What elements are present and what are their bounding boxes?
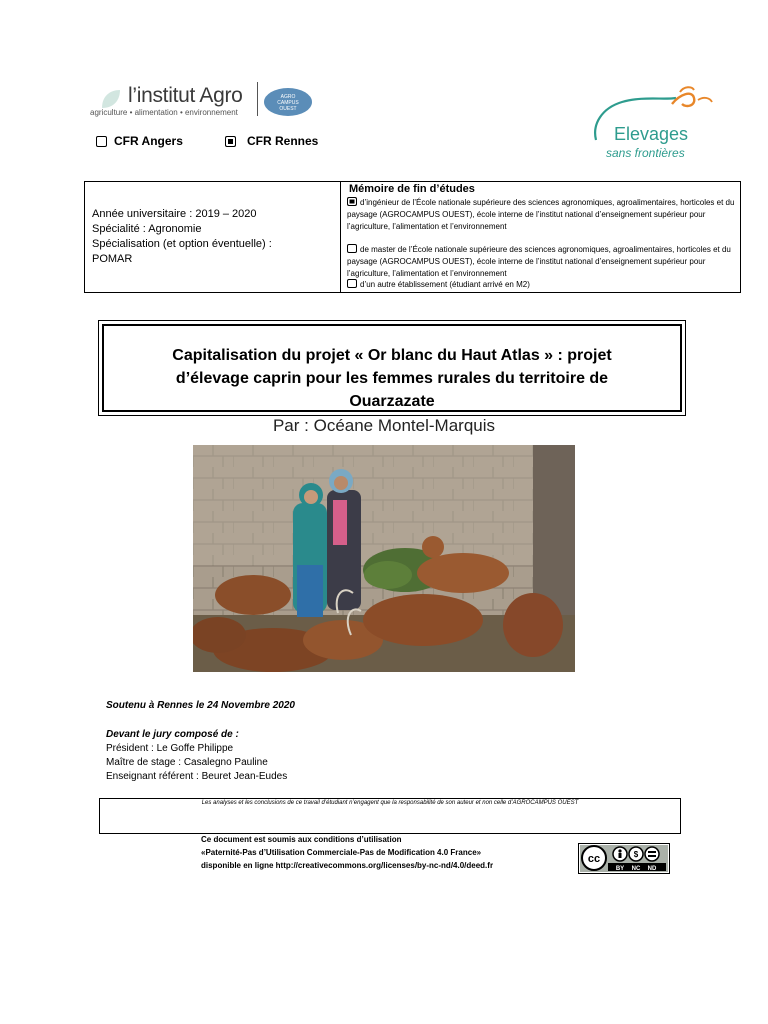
creative-commons-badge[interactable] [578, 843, 670, 874]
cfr-angers-checkbox[interactable] [96, 136, 107, 147]
thesis-title-line2: d’élevage caprin pour les femmes rurales du territoire de [175, 370, 609, 387]
thesis-title-line3: Ouarzazate [349, 393, 435, 410]
agrocampus-badge-line3: OUEST [279, 106, 297, 112]
agrocampus-badge [264, 88, 312, 116]
memoire-option-ingenieur[interactable] [347, 197, 735, 232]
elevages-sans-frontieres-logo [588, 84, 718, 164]
institut-agro-logo [90, 80, 330, 124]
jury-enseignant-referent: Enseignant référent : Beuret Jean-Eudes [106, 771, 288, 782]
institut-agro-tagline: agriculture • alimentation • environnement [90, 108, 238, 117]
thesis-title [104, 344, 680, 413]
cfr-rennes-checkbox[interactable] [225, 136, 236, 147]
soutenance-line: Soutenu à Rennes le 24 Novembre 2020 [106, 700, 295, 711]
thesis-title-inner-frame [102, 324, 682, 412]
specialisation: Spécialisation (et option éventuelle) : [92, 238, 272, 250]
annee-universitaire: Année universitaire : 2019 – 2020 [92, 208, 257, 220]
license-line2: «Paternité-Pas d’Utilisation Commerciale-Pas de Modification 4.0 France» [201, 848, 482, 857]
cc-nc-label: NC [631, 866, 641, 872]
memoire-type-cell [342, 182, 740, 292]
cover-photo [193, 445, 575, 672]
cc-by-nc-nd-icon [578, 843, 670, 874]
logo-divider [257, 82, 258, 116]
memoire-option-master-checkbox[interactable] [347, 244, 357, 253]
disclaimer-box [99, 798, 681, 834]
agrocampus-badge-line1: AGRO [280, 94, 296, 100]
jury-heading: Devant le jury composé de : [106, 729, 239, 740]
jury-maitre-de-stage: Maître de stage : Casalegno Pauline [106, 757, 268, 768]
women-with-goats-photo [193, 445, 575, 672]
jury-president: Président : Le Goffe Philippe [106, 743, 234, 754]
cc-by-label: BY [615, 866, 625, 872]
thesis-title-line1: Capitalisation du projet « Or blanc du Haut Atlas » : projet [172, 347, 612, 364]
study-info-table [84, 181, 741, 293]
license-line3: disponible en ligne http://creativecommons.org/licenses/by-nc-nd/4.0/deed.fr [201, 861, 494, 870]
cfr-angers-option[interactable] [96, 134, 183, 148]
esf-subtitle: sans frontières [606, 146, 685, 160]
cfr-rennes-option[interactable] [225, 134, 318, 148]
memoire-option-master[interactable] [347, 244, 735, 279]
cfr-rennes-label: CFR Rennes [247, 134, 319, 148]
memoire-option-ingenieur-checkbox[interactable] [347, 197, 357, 206]
memoire-option-master-text: de master de l’École nationale supérieure des sciences agronomiques, agroalimentaires, horticoles et du paysage (AGROCAMPUS OUEST), école interne de l’institut national d’enseignement supérieur pour l’agriculture, l’alimentation et l’environnement [347, 245, 731, 278]
institut-agro-name: l’institut Agro [128, 84, 243, 107]
memoire-option-autre-checkbox[interactable] [347, 279, 357, 288]
thesis-title-box [98, 320, 686, 416]
specialisation-option: POMAR [92, 253, 133, 265]
memoire-option-autre-text: d’un autre établissement (étudiant arrivé en M2) [360, 280, 530, 289]
memoire-option-ingenieur-text: d’ingénieur de l’École nationale supérieure des sciences agronomiques, agroalimentaires, horticoles et du paysage (AGROCAMPUS OUEST), école interne de l’institut national d’enseignement supérieur pour l’agriculture, l’alimentation et l’environnement [347, 198, 735, 231]
specialite: Spécialité : Agronomie [92, 223, 202, 235]
svg-text:cc: cc [587, 853, 601, 865]
disclaimer-text: Les analyses et les conclusions de ce travail d’étudiant n’engagent que la responsabilité de son auteur et non celle d’AGROCAMPUS OUEST [201, 800, 579, 806]
cfr-angers-label: CFR Angers [114, 134, 183, 148]
svg-text:$: $ [633, 850, 639, 859]
study-info-left-cell [85, 182, 341, 292]
cc-nd-label: ND [647, 866, 657, 872]
author-line: Par : Océane Montel-Marquis [272, 416, 496, 435]
memoire-option-autre[interactable] [347, 279, 735, 291]
license-line1: Ce document est soumis aux conditions d’utilisation [201, 835, 402, 844]
agrocampus-badge-line2: CAMPUS [277, 100, 299, 106]
esf-title: Elevages [614, 124, 689, 144]
memoire-title: Mémoire de fin d’études [349, 183, 475, 195]
